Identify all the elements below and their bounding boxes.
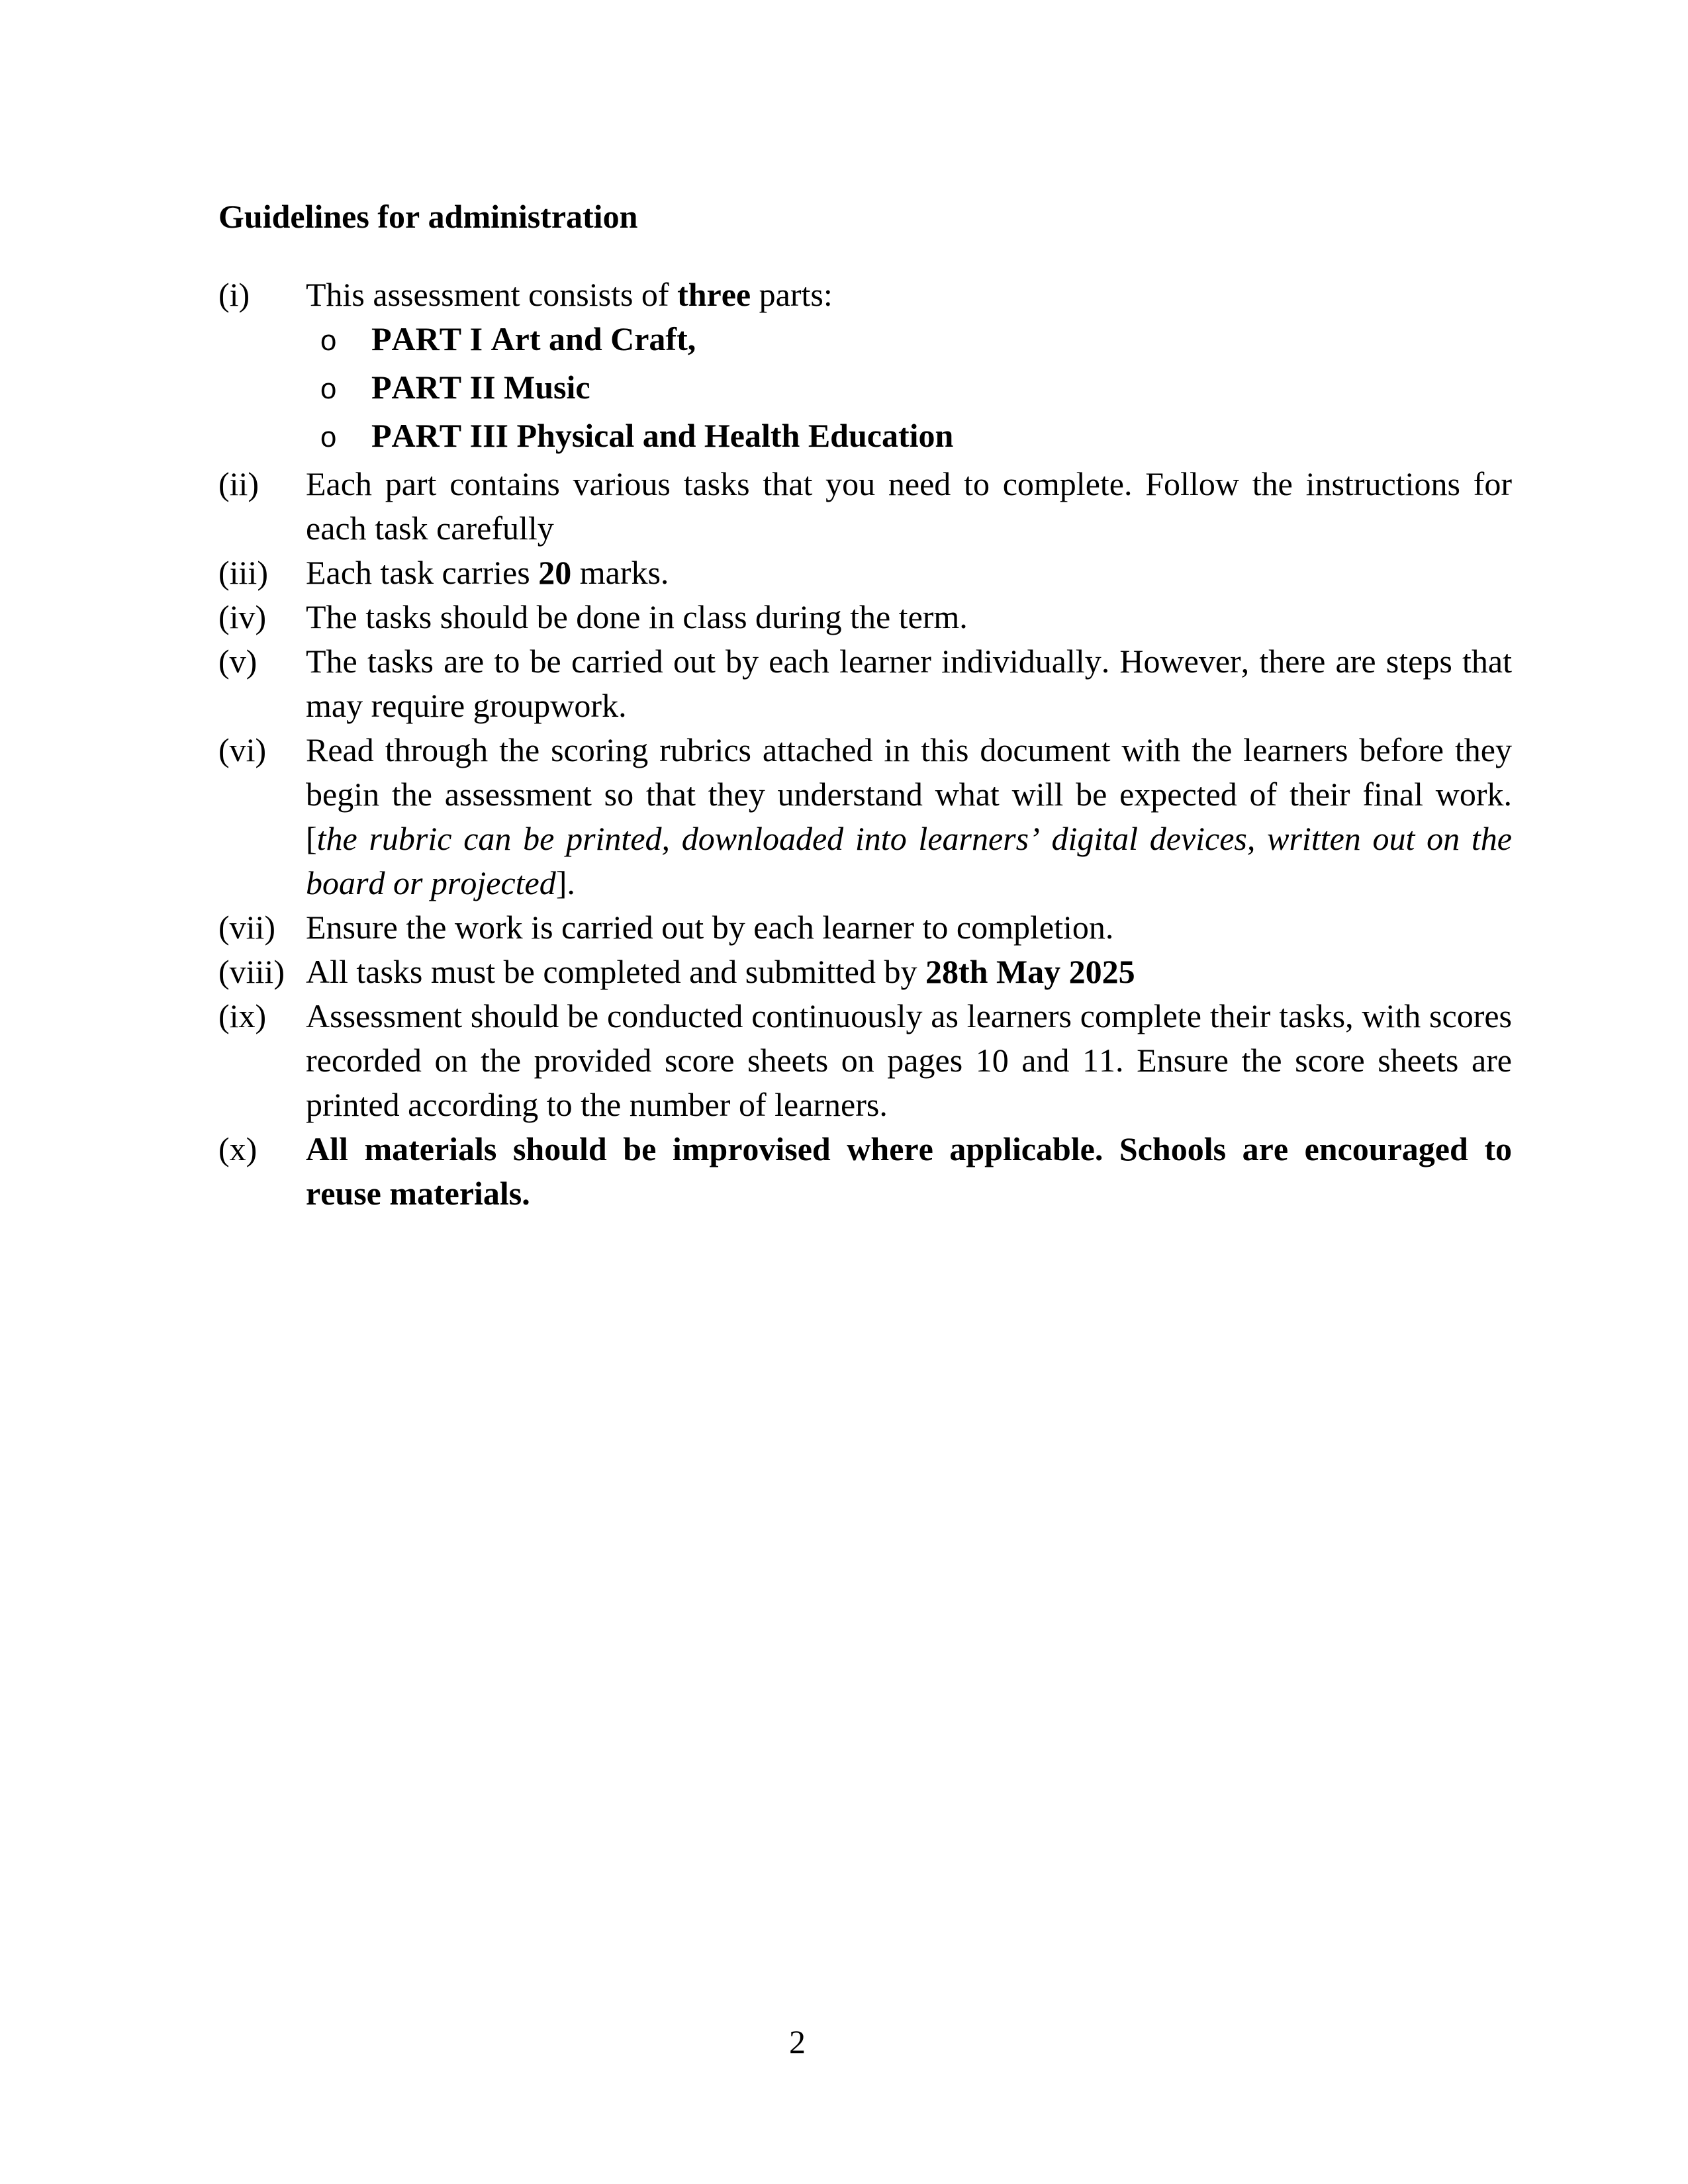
bullet-marker: o <box>320 375 338 408</box>
text-segment: marks. <box>571 554 669 591</box>
text-segment: Assessment should be conducted continuously as learners complete their tasks, with scores recorded on the provided score sheets on pages 10 and 11. Ensure the score sheets are printed according to the number of learners. <box>306 997 1512 1123</box>
item-text <box>306 639 1512 728</box>
item-label: (vii) <box>218 909 276 946</box>
item-label: (i) <box>218 276 250 313</box>
bullet-marker: o <box>320 326 338 359</box>
text-segment: All tasks must be completed and submitted by <box>306 953 925 990</box>
list-item <box>218 639 1512 728</box>
item-label: (vi) <box>218 731 267 768</box>
list-item <box>218 595 1512 639</box>
guidelines-list <box>218 273 1512 1216</box>
item-text <box>306 462 1512 551</box>
text-segment: This assessment consists of <box>306 276 678 313</box>
text-segment: Read through the scoring rubrics attached in this document with the learners before they begin the assessment so that they understand what will be expected of their final work. [ <box>306 731 1512 857</box>
text-segment: 20 <box>538 554 572 591</box>
list-item <box>218 273 1512 317</box>
item-label: (ii) <box>218 465 259 502</box>
item-text <box>306 728 1512 905</box>
item-text <box>306 905 1512 950</box>
list-item <box>218 1127 1512 1216</box>
text-segment: All materials should be improvised where applicable. Schools are encouraged to reuse materials. <box>306 1130 1512 1212</box>
item-label: (v) <box>218 643 258 680</box>
text-segment: Each part contains various tasks that you need to complete. Follow the instructions for each task carefully <box>306 465 1512 547</box>
item-text <box>306 950 1512 994</box>
item-label: (ix) <box>218 997 267 1034</box>
text-segment: PART III Physical and Health Education <box>371 417 954 454</box>
item-text <box>306 994 1512 1127</box>
item-label: (viii) <box>218 953 285 990</box>
page-title: Guidelines for administration <box>218 198 638 235</box>
text-segment: PART I Art and Craft, <box>371 320 696 357</box>
bullet-text <box>371 414 953 458</box>
text-segment: 28th May 2025 <box>925 953 1135 990</box>
sub-bullet-item <box>218 317 1512 365</box>
item-text <box>306 595 1512 639</box>
list-item <box>218 950 1512 994</box>
item-label: (iv) <box>218 598 267 635</box>
bullet-marker: o <box>320 423 338 456</box>
item-label: (x) <box>218 1130 258 1167</box>
text-segment: Ensure the work is carried out by each learner to completion. <box>306 909 1114 946</box>
sub-bullet-item <box>218 365 1512 414</box>
item-text <box>306 551 1512 595</box>
list-item <box>218 994 1512 1127</box>
list-item <box>218 905 1512 950</box>
text-segment: three <box>677 276 751 313</box>
text-segment: PART II Music <box>371 369 590 406</box>
text-segment: the rubric can be printed, downloaded into learners’ digital devices, written out on the board or projected <box>306 820 1512 901</box>
page-number: 2 <box>789 2023 806 2060</box>
bullet-text <box>371 365 590 410</box>
item-text <box>306 273 1512 317</box>
text-segment: ]. <box>555 864 575 901</box>
text-segment: The tasks are to be carried out by each learner individually. However, there are steps that may require groupwork. <box>306 643 1512 724</box>
item-text <box>306 1127 1512 1216</box>
sub-bullet-item <box>218 414 1512 462</box>
bullet-text <box>371 317 696 361</box>
list-item <box>218 551 1512 595</box>
text-segment: The tasks should be done in class during the term. <box>306 598 968 635</box>
page-content <box>218 195 1512 1216</box>
item-label: (iii) <box>218 554 268 591</box>
list-item <box>218 462 1512 551</box>
text-segment: parts: <box>751 276 833 313</box>
list-item <box>218 728 1512 905</box>
text-segment: Each task carries <box>306 554 539 591</box>
